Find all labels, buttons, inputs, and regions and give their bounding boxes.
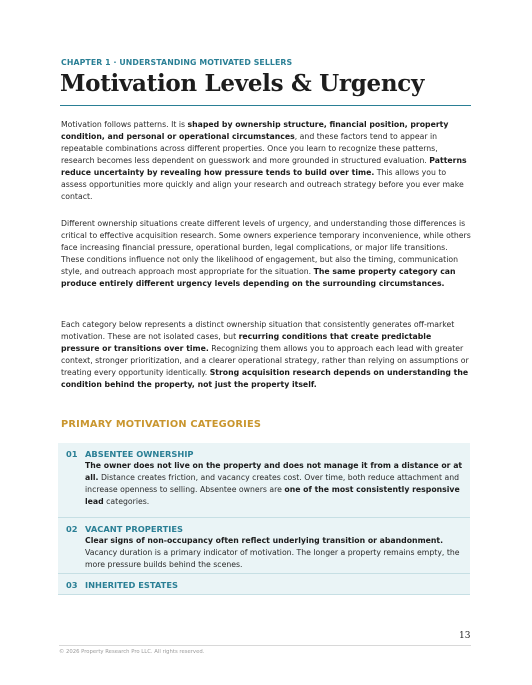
emphasis-text: one of the most consistently responsive lead bbox=[85, 485, 460, 506]
emphasis-text: shaped by ownership structure, financial position, property condition, and personal or operational circumstances bbox=[61, 120, 449, 141]
text-run: Distance creates friction, and vacancy creates cost. Over time, both reduce attachment and increase openness to selling. Absentee owners are bbox=[85, 473, 460, 494]
body-paragraph-3 bbox=[61, 319, 471, 391]
section-heading: PRIMARY MOTIVATION CATEGORIES bbox=[61, 419, 262, 430]
category-number: 02 bbox=[66, 524, 78, 534]
text-run: Different ownership situations create different levels of urgency, and understanding those differences is critical to effective acquisition research. Some owners experience temporary inconvenience, while others face increasing financial pressure, operational burden, legal complications, or major life transitions. These conditions influence not only the likelihood of engagement, but also the timing, communication style, and outreach approach most appropriate for the situation. bbox=[61, 219, 471, 276]
category-number: 01 bbox=[66, 449, 78, 459]
chapter-kicker: CHAPTER 1 · UNDERSTANDING MOTIVATED SELLERS bbox=[61, 58, 293, 67]
category-title: VACANT PROPERTIES bbox=[85, 524, 183, 534]
emphasis-text: Strong acquisition research depends on understanding the condition behind the property, not just the property itself. bbox=[61, 368, 469, 389]
page-number: 13 bbox=[459, 631, 471, 641]
text-run: Motivation follows patterns. It is bbox=[61, 120, 188, 129]
text-run: Each category below represents a distinct ownership situation that consistently generates off-market motivation. These are not isolated cases, but bbox=[61, 320, 455, 341]
category-title: ABSENTEE OWNERSHIP bbox=[85, 449, 194, 459]
title-divider bbox=[60, 105, 471, 106]
text-run: Recognizing them allows you to approach each lead with greater context, stronger prioritization, and a clearer operational strategy, rather than relying on assumptions or treating every opportunity identically. bbox=[61, 344, 469, 377]
text-run: Vacancy duration is a primary indicator of motivation. The longer a property remains empty, the more pressure builds behind the scenes. bbox=[85, 548, 460, 569]
body-paragraph-2 bbox=[61, 218, 471, 290]
text-run: , and these factors tend to appear in repeatable combinations across different properties. Once you learn to recognize these patterns, research becomes less dependent on guesswork and more grounded in structured evaluation. bbox=[61, 132, 438, 165]
body-paragraph-1 bbox=[61, 119, 471, 203]
copyright-notice: © 2026 Property Research Pro LLC. All rights reserved. bbox=[59, 649, 205, 655]
emphasis-text: Clear signs of non-occupancy often reflect underlying transition or abandonment. bbox=[85, 536, 444, 545]
category-absentee-ownership bbox=[58, 443, 470, 517]
footer-divider bbox=[59, 645, 471, 646]
category-vacant-properties bbox=[58, 517, 470, 574]
category-number: 03 bbox=[66, 580, 78, 590]
page-title: Motivation Levels & Urgency bbox=[60, 70, 425, 97]
emphasis-text: Patterns reduce uncertainty by revealing how pressure tends to build over time. bbox=[61, 156, 467, 177]
emphasis-text: The same property category can produce entirely different urgency levels depending on the surrounding circumstances. bbox=[61, 267, 456, 288]
text-run: categories. bbox=[103, 497, 150, 506]
category-description bbox=[85, 535, 465, 571]
category-inherited-estates bbox=[58, 573, 470, 595]
text-run: This allows you to assess opportunities more quickly and align your research and outreach strategy before you ever make contact. bbox=[61, 168, 464, 201]
category-title: INHERITED ESTATES bbox=[85, 580, 178, 590]
emphasis-text: recurring conditions that create predictable pressure or transitions over time. bbox=[61, 332, 432, 353]
emphasis-text: The owner does not live on the property and does not manage it from a distance or at all. bbox=[85, 461, 463, 482]
category-description bbox=[85, 460, 465, 508]
